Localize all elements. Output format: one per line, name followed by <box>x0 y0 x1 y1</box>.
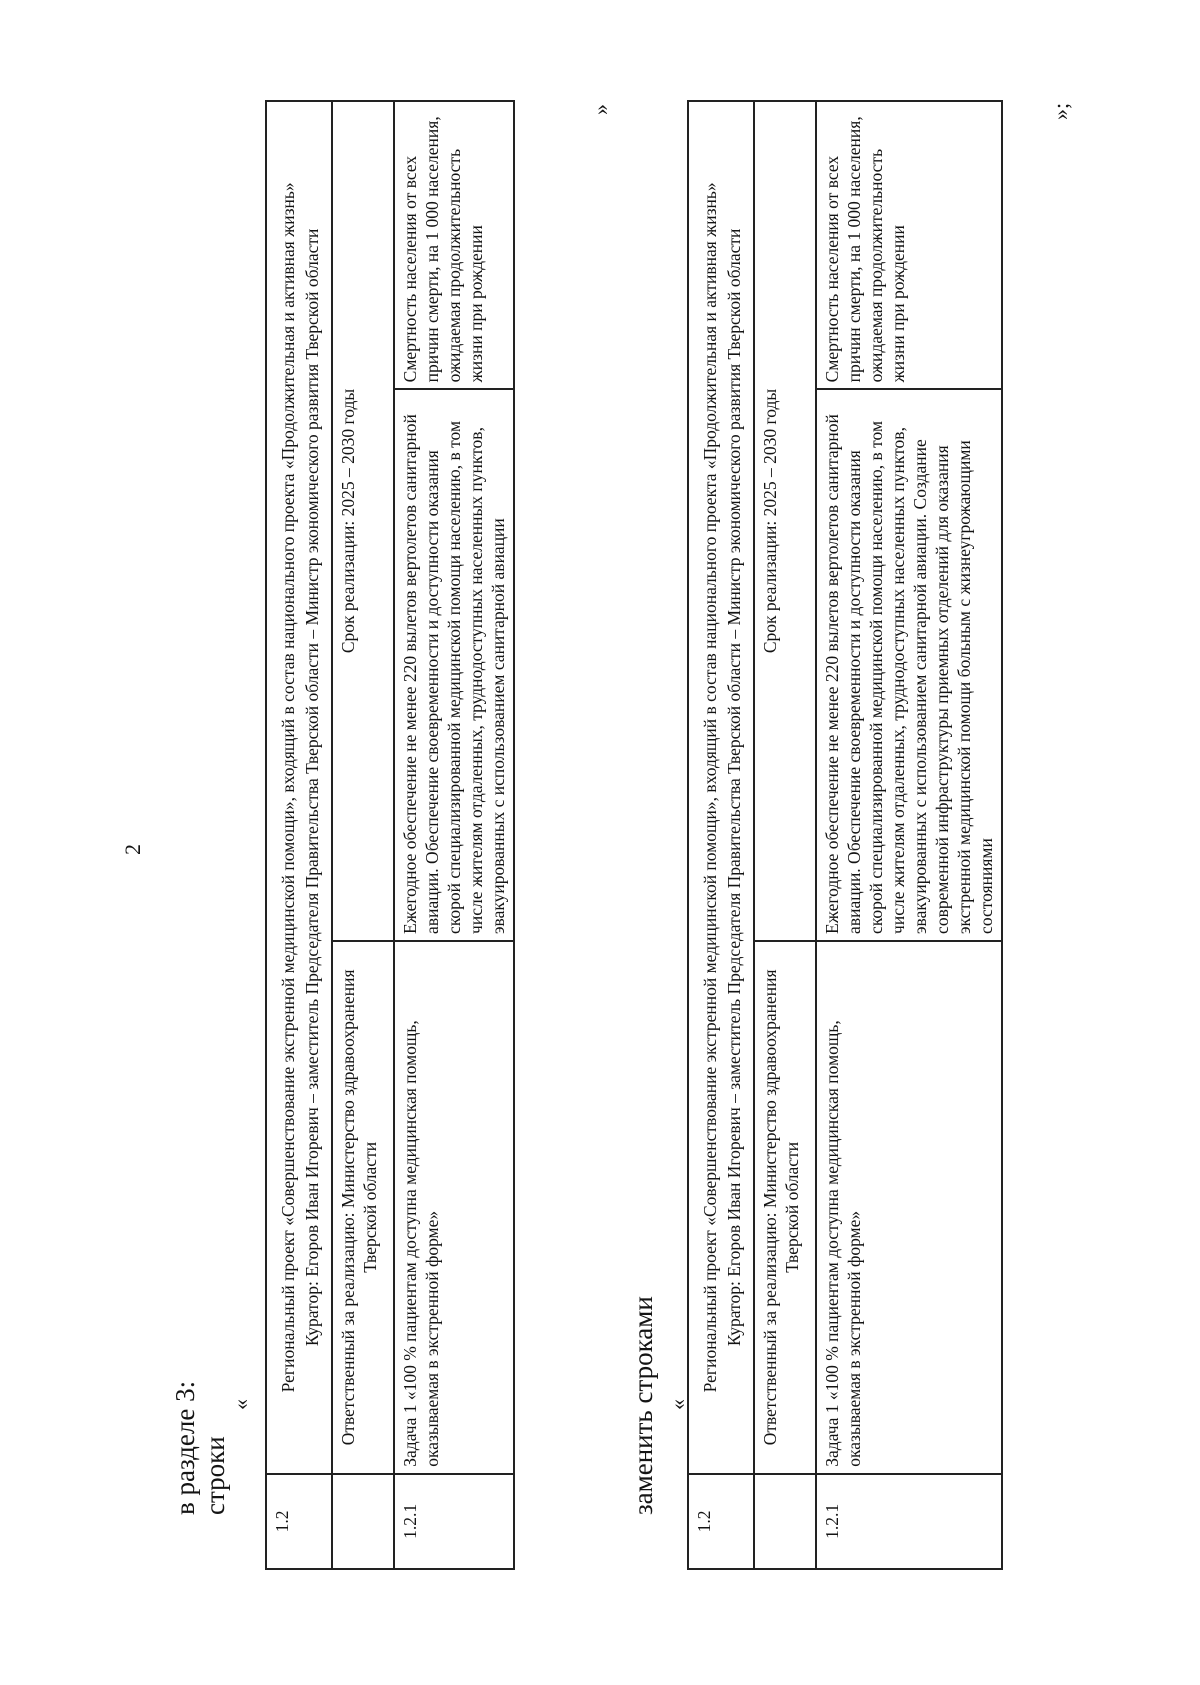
task-result: Ежегодное обеспечение не менее 220 вылетов вертолетов санитарной авиации. Обеспечение своевременности и доступности оказания скорой специализированной медицинской помощи населению, в том числе жителям отдаленных, труднодоступных населенных пунктов, эвакуированных с использованием санитарной авиации <box>394 389 514 941</box>
task-number: 1.2.1 <box>394 1474 514 1569</box>
open-quote-first: « <box>228 1399 253 1410</box>
curator: Куратор: Егоров Иван Игоревич – заместитель Председателя Правительства Тверской области – Министр экономического развития Тверской области <box>724 228 744 1347</box>
task-indicator: Смертность населения от всех причин смерти, на 1 000 населения, ожидаемая продолжительность жизни при рождении <box>816 101 1002 389</box>
project-title: Региональный проект «Совершенствование экстренной медицинской помощи», входящий в состав национального проекта «Продолжительная и активная жизнь» <box>700 182 720 1393</box>
task-row <box>394 101 514 1569</box>
task-row <box>816 101 1002 1569</box>
open-quote-second: « <box>665 1399 690 1410</box>
task-text: Задача 1 «100 % пациентам доступна медицинская помощь, оказываемая в экстренной форме» <box>816 941 1002 1474</box>
empty-cell <box>332 1474 394 1569</box>
old-rows-table <box>265 100 515 1570</box>
project-number: 1.2 <box>266 1474 332 1569</box>
replace-with-label: заменить строками <box>628 1296 658 1515</box>
section-line: в разделе 3: <box>170 1380 200 1515</box>
project-cell <box>688 101 754 1474</box>
new-rows-table <box>687 100 1003 1570</box>
curator: Куратор: Егоров Иван Игоревич – заместитель Председателя Правительства Тверской области – Министр экономического развития Тверской области <box>302 228 322 1347</box>
project-number: 1.2 <box>688 1474 754 1569</box>
project-title: Региональный проект «Совершенствование экстренной медицинской помощи», входящий в состав национального проекта «Продолжительная и активная жизнь» <box>278 182 298 1393</box>
project-row <box>688 101 754 1569</box>
task-text: Задача 1 «100 % пациентам доступна медицинская помощь, оказываемая в экстренной форме» <box>394 941 514 1474</box>
task-number: 1.2.1 <box>816 1474 1002 1569</box>
responsible-row <box>754 101 816 1569</box>
section-intro <box>170 1381 230 1515</box>
responsible: Ответственный за реализацию: Министерство здравоохранения Тверской области <box>332 941 394 1474</box>
close-quote-first: » <box>588 104 613 115</box>
responsible: Ответственный за реализацию: Министерство здравоохранения Тверской области <box>754 941 816 1474</box>
empty-cell <box>754 1474 816 1569</box>
page-number: 2 <box>120 844 145 855</box>
task-indicator: Смертность населения от всех причин смерти, на 1 000 населения, ожидаемая продолжительность жизни при рождении <box>394 101 514 389</box>
task-result: Ежегодное обеспечение не менее 220 вылетов вертолетов санитарной авиации. Обеспечение своевременности и доступности оказания скорой специализированной медицинской помощи населению, в том числе жителям отдаленных, труднодоступных населенных пунктов, эвакуированных с использованием санитарной авиации. Создание современной инфраструктуры приемных отделений для оказания экстренной медицинской помощи больным с жизнеугрожающими состояниями <box>816 389 1002 941</box>
responsible-row <box>332 101 394 1569</box>
project-row <box>266 101 332 1569</box>
implementation-term: Срок реализации: 2025 – 2030 годы <box>332 101 394 941</box>
close-quote-second: »; <box>1048 102 1073 120</box>
project-cell <box>266 101 332 1474</box>
rows-word: строки <box>200 1436 230 1515</box>
implementation-term: Срок реализации: 2025 – 2030 годы <box>754 101 816 941</box>
